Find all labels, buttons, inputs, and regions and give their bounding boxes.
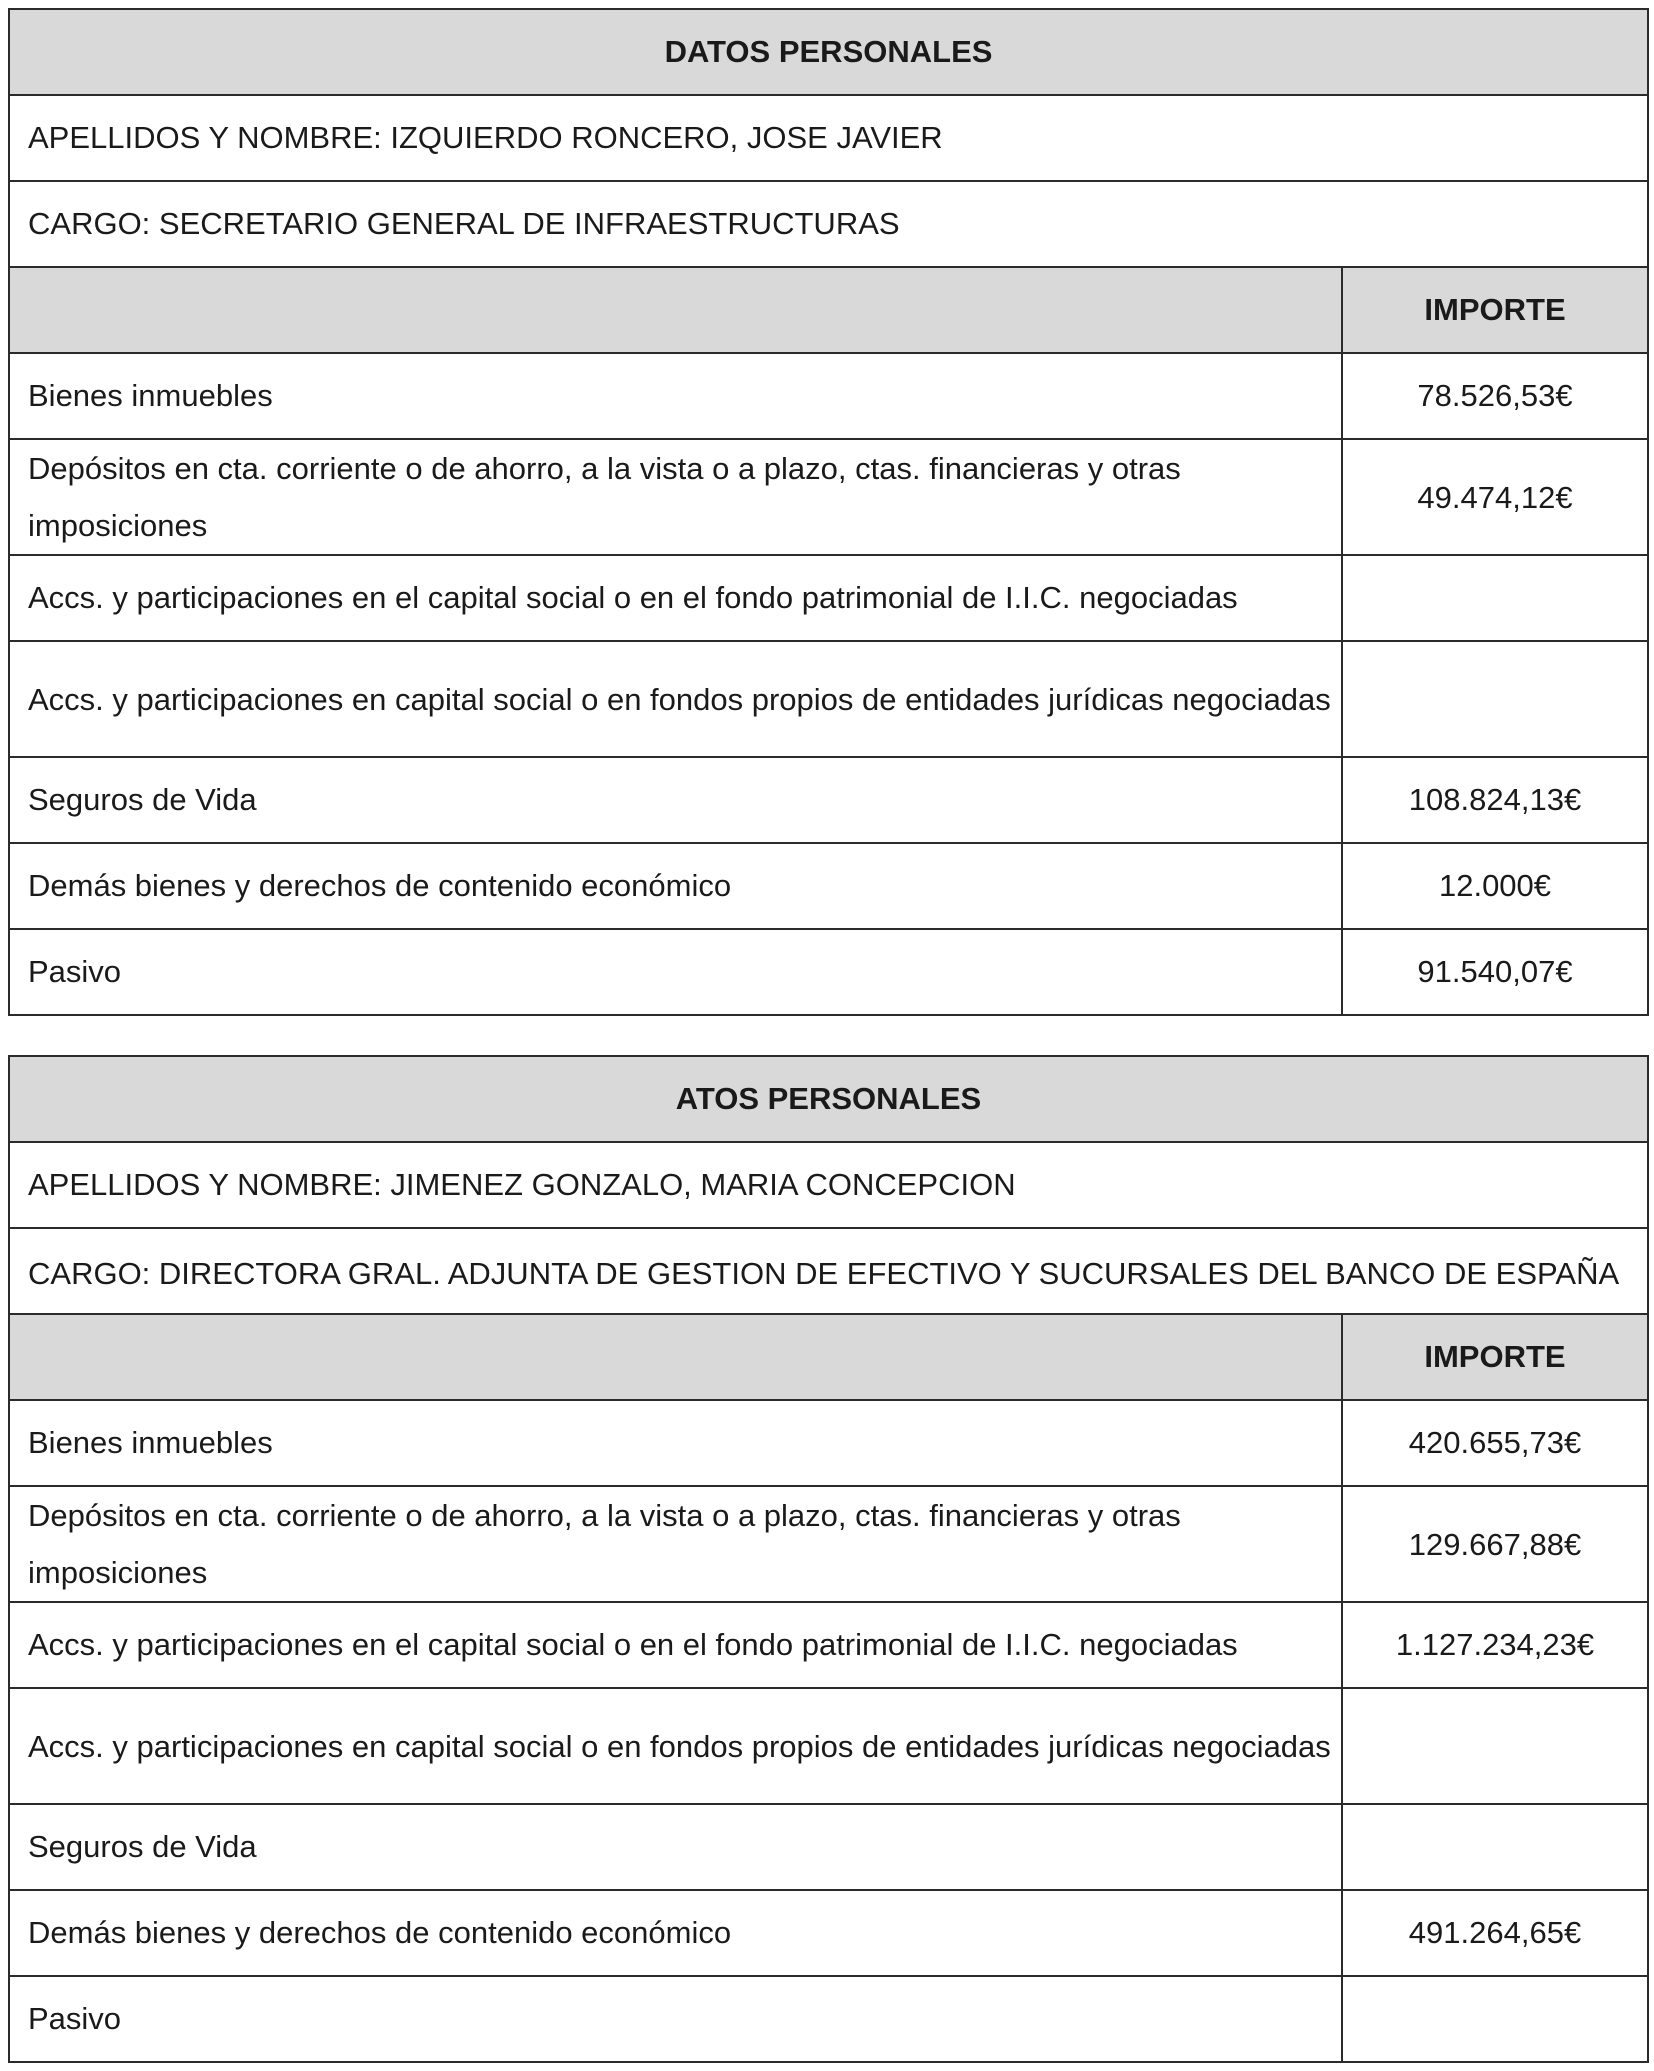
importe-header: IMPORTE bbox=[1342, 267, 1648, 353]
row-value: 91.540,07€ bbox=[1342, 929, 1648, 1015]
row-label: Bienes inmuebles bbox=[9, 353, 1342, 439]
row-value: 491.264,65€ bbox=[1342, 1890, 1648, 1976]
table-row bbox=[9, 1400, 1648, 1486]
row-value bbox=[1342, 641, 1648, 757]
row-label: Accs. y participaciones en el capital social o en el fondo patrimonial de I.I.C. negociadas bbox=[9, 555, 1342, 641]
name-line: APELLIDOS Y NOMBRE: JIMENEZ GONZALO, MARIA CONCEPCION bbox=[9, 1142, 1648, 1228]
table-row bbox=[9, 1804, 1648, 1890]
row-value: 49.474,12€ bbox=[1342, 439, 1648, 555]
document bbox=[8, 8, 1647, 2063]
row-label: Depósitos en cta. corriente o de ahorro, a la vista o a plazo, ctas. financieras y otras imposiciones bbox=[9, 1486, 1342, 1602]
declaration-table-1 bbox=[8, 8, 1649, 1016]
importe-header: IMPORTE bbox=[1342, 1314, 1648, 1400]
row-value bbox=[1342, 1976, 1648, 2062]
table-row bbox=[9, 1486, 1648, 1602]
row-label: Accs. y participaciones en capital social o en fondos propios de entidades jurídicas negociadas bbox=[9, 641, 1342, 757]
table-row bbox=[9, 1602, 1648, 1688]
row-value bbox=[1342, 1804, 1648, 1890]
table-row bbox=[9, 1688, 1648, 1804]
row-value bbox=[1342, 555, 1648, 641]
row-label: Bienes inmuebles bbox=[9, 1400, 1342, 1486]
row-value bbox=[1342, 1688, 1648, 1804]
column-header-blank bbox=[9, 1314, 1342, 1400]
row-value: 1.127.234,23€ bbox=[1342, 1602, 1648, 1688]
column-header-blank bbox=[9, 267, 1342, 353]
table-row bbox=[9, 1890, 1648, 1976]
row-label: Accs. y participaciones en capital social o en fondos propios de entidades jurídicas negociadas bbox=[9, 1688, 1342, 1804]
row-value: 12.000€ bbox=[1342, 843, 1648, 929]
row-value: 108.824,13€ bbox=[1342, 757, 1648, 843]
cargo-line: CARGO: DIRECTORA GRAL. ADJUNTA DE GESTION DE EFECTIVO Y SUCURSALES DEL BANCO DE ESPAÑA bbox=[9, 1228, 1648, 1314]
cargo-line: CARGO: SECRETARIO GENERAL DE INFRAESTRUCTURAS bbox=[9, 181, 1648, 267]
row-label: Accs. y participaciones en el capital social o en el fondo patrimonial de I.I.C. negociadas bbox=[9, 1602, 1342, 1688]
row-label: Seguros de Vida bbox=[9, 1804, 1342, 1890]
row-label: Depósitos en cta. corriente o de ahorro, a la vista o a plazo, ctas. financieras y otras imposiciones bbox=[9, 439, 1342, 555]
table-row bbox=[9, 929, 1648, 1015]
row-label: Seguros de Vida bbox=[9, 757, 1342, 843]
table-row bbox=[9, 757, 1648, 843]
name-line: APELLIDOS Y NOMBRE: IZQUIERDO RONCERO, JOSE JAVIER bbox=[9, 95, 1648, 181]
table-row bbox=[9, 555, 1648, 641]
row-label: Demás bienes y derechos de contenido económico bbox=[9, 1890, 1342, 1976]
table-header: ATOS PERSONALES bbox=[9, 1056, 1648, 1142]
row-value: 420.655,73€ bbox=[1342, 1400, 1648, 1486]
table-row bbox=[9, 353, 1648, 439]
table-row bbox=[9, 641, 1648, 757]
table-header: DATOS PERSONALES bbox=[9, 9, 1648, 95]
table-row bbox=[9, 439, 1648, 555]
row-label: Pasivo bbox=[9, 929, 1342, 1015]
row-value: 129.667,88€ bbox=[1342, 1486, 1648, 1602]
row-label: Demás bienes y derechos de contenido económico bbox=[9, 843, 1342, 929]
row-label: Pasivo bbox=[9, 1976, 1342, 2062]
declaration-table-2 bbox=[8, 1055, 1649, 2063]
table-row bbox=[9, 843, 1648, 929]
table-row bbox=[9, 1976, 1648, 2062]
row-value: 78.526,53€ bbox=[1342, 353, 1648, 439]
